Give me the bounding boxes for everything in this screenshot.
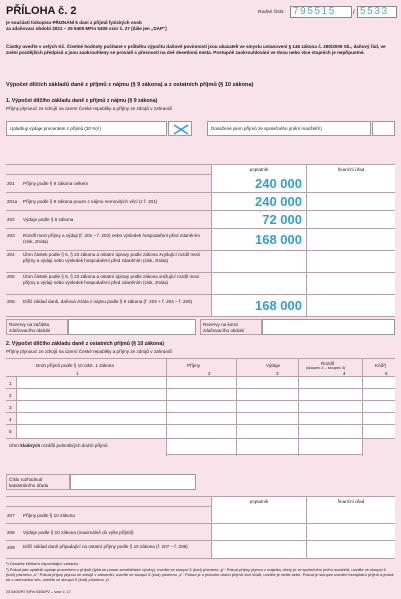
grid-line (362, 359, 363, 456)
section1-heading: 1. Výpočet dílčího základu daně z příjmů z nájmu (§ 9 zákona) (6, 98, 158, 104)
row-description: Příjmy podle § 9 zákona celkem (21, 175, 211, 192)
section1-subheading: Příjmy plynoucí ze zdrojů na území České republiky a příjmy ze zdrojů v zahraničí (6, 106, 173, 111)
grid-line (6, 376, 395, 377)
col-poplatnik: poplatník (211, 497, 306, 507)
row-value-financni-urad[interactable] (306, 229, 395, 250)
row-value-poplatnik[interactable] (211, 507, 306, 523)
rodne-cislo-label: Rodné číslo: (258, 10, 285, 15)
col-kod-header: Kód²) (375, 363, 387, 368)
col-poplatnik: poplatník (211, 165, 306, 175)
row-value-financni-urad[interactable] (306, 175, 395, 192)
table-row (6, 541, 395, 559)
rezervy-start-label: Rezervy na začátku zdaňovacího období (6, 319, 68, 335)
col-prijmy-header: Příjmy (187, 363, 201, 368)
row-description: Výdaje podle § 9 zákona (21, 211, 211, 228)
grid-line (16, 376, 17, 438)
uhrn-label (9, 443, 108, 449)
row-number: 208 (7, 530, 15, 535)
row-value-financni-urad[interactable] (306, 273, 395, 294)
grid-line (6, 438, 395, 439)
row-number: 201a (7, 199, 18, 204)
expense-option-label: Uplatňuji výdaje procentem z příjmů (30 %)¹) (6, 121, 167, 136)
table-row (6, 175, 395, 193)
row-number: 203 (7, 233, 15, 238)
col-financni-urad: finanční úřad (306, 165, 395, 175)
row-value-financni-urad[interactable] (306, 251, 395, 272)
row-number: 4 (9, 417, 12, 422)
rezervy-end-field[interactable] (262, 319, 395, 335)
grid-line (166, 359, 167, 456)
row-value-financni-urad[interactable] (306, 295, 395, 316)
row-number: 207 (7, 513, 15, 518)
uhrn-suffix: rozdílů jednotlivých druhů příjmů (40, 443, 108, 448)
rodne-cislo-slash: / (353, 10, 355, 16)
table-row (6, 211, 395, 229)
grid-line (6, 400, 395, 401)
grid-line (236, 359, 237, 456)
header-line-1: je součástí tiskopisu PŘIZNÁNÍ k dani z příjmů fyzických osob (6, 20, 142, 25)
row-value-poplatnik[interactable]: 168 000 (211, 295, 306, 316)
col-number-5: 5 (385, 371, 388, 376)
rezervy-start-field[interactable] (68, 319, 196, 335)
cislo-rozhodnuti-label: Číslo rozhodnutí katastrálního úřadu (6, 474, 70, 490)
row-value-poplatnik[interactable] (211, 273, 306, 294)
row-value-poplatnik[interactable]: 168 000 (211, 229, 306, 250)
row-value-poplatnik[interactable]: 240 000 (211, 175, 306, 192)
row-number: 204 (7, 252, 15, 257)
expense-option-checkbox[interactable] (168, 121, 192, 136)
row-value-financni-urad[interactable] (306, 524, 395, 540)
uhrn-bold: kladných (20, 443, 41, 448)
col-financni-urad: finanční úřad (306, 497, 395, 507)
row-value-poplatnik[interactable] (211, 541, 306, 558)
row-description: Příjmy podle § 9 zákona pouze z nájmu nemovitých věcí (z ř. 201) (21, 193, 211, 210)
col-druh-header: Druh příjmů podle § 10 odst. 1 zákona (36, 363, 114, 368)
joint-property-label: Dosažené jsem příjmů ze společného jmění manželů¹) (207, 121, 371, 136)
col-number-1: 1 (76, 371, 79, 376)
table-row (6, 295, 395, 317)
table-row (6, 524, 395, 541)
page-title: PŘÍLOHA č. 2 (6, 5, 77, 17)
row-number: 202 (7, 217, 15, 222)
section1-table-header (6, 164, 395, 175)
uhrn-prefix: Úhrn (9, 443, 21, 448)
row-value-poplatnik[interactable]: 72 000 (211, 211, 306, 228)
cislo-rozhodnuti-field[interactable] (70, 474, 196, 490)
row-description: Výdaje podle § 10 zákona (maximálně do výše příjmů) (21, 524, 211, 540)
row-description: Příjmy podle § 10 zákona (21, 507, 211, 523)
row-number: 3 (9, 405, 12, 410)
row-value-poplatnik[interactable] (211, 524, 306, 540)
main-heading: Výpočet dílčích základů daně z příjmů z nájmu (§ 9 zákona) a z ostatních příjmů (§ 10 zákona) (6, 82, 254, 88)
section2-lower-header (6, 496, 395, 507)
row-description: Úhrn částek podle § 5, § 23 zákona a ostatní úpravy podle zákona snižující rozdíl mezi příjmy a výdaji nebo výsledek hospodaření před zdaněním (zisk, ztráta) (21, 273, 211, 294)
footer-code: 25 5405/P2 MFin 5405/P2 – vzor č. 17 (6, 590, 71, 594)
row-description: Dílčí základ daně, daňová ztráta z nájmu podle § 9 zákona (ř. 203 + ř. 204 – ř. 205) (21, 295, 211, 316)
col-rozdil-header: Rozdíl (321, 361, 335, 366)
rodne-cislo-field-2[interactable]: 5533 (357, 6, 397, 18)
col-number-4: 4 (343, 371, 346, 376)
section2-subheading: Příjmy plynoucí ze zdrojů na území České republiky a příjmy ze zdrojů v zahraničí (6, 349, 173, 354)
section2-heading: 2. Výpočet dílčího základu daně z ostatních příjmů (§ 10 zákona) (6, 341, 164, 347)
row-number: 206 (7, 299, 15, 304)
header-subtitle (6, 20, 226, 31)
uhrn-kod-blank (362, 438, 395, 456)
table-row (6, 251, 395, 273)
grid-line (298, 359, 299, 456)
section2-table (6, 358, 395, 455)
row-description: Dílčí základ daně připadající na ostatní příjmy podle § 10 zákona (ř. 207 – ř. 208) (21, 541, 211, 558)
row-value-financni-urad[interactable] (306, 193, 395, 210)
row-value-financni-urad[interactable] (306, 507, 395, 523)
table-row (6, 507, 395, 524)
table-row (6, 229, 395, 251)
table-row (6, 193, 395, 211)
grid-line (6, 424, 395, 425)
grid-line (6, 388, 395, 389)
row-number: 5 (9, 429, 12, 434)
row-value-financni-urad[interactable] (306, 211, 395, 228)
joint-property-checkbox[interactable] (372, 121, 395, 136)
rezervy-end-label: Rezervy na konci zdaňovacího období (200, 319, 262, 335)
col-number-2: 2 (208, 371, 211, 376)
row-number: 2 (9, 393, 12, 398)
row-value-poplatnik[interactable] (211, 251, 306, 272)
footnote-1: ¹) Označte křížkem odpovídající variantu. (6, 561, 79, 566)
col-vydaje-header: Výdaje (266, 363, 281, 368)
col-number-3: 3 (276, 371, 279, 376)
row-number: 201 (7, 181, 15, 186)
x-mark-icon (169, 122, 193, 137)
row-value-poplatnik[interactable]: 240 000 (211, 193, 306, 210)
row-value-financni-urad[interactable] (306, 541, 395, 558)
table-row (6, 273, 395, 295)
col-rozdil-note: (sloupec 2 – sloupec 3) (306, 366, 346, 370)
row-number: 209 (7, 545, 15, 550)
row-description: Rozdíl mezi příjmy a výdaji (ř. 201 – ř. 202) nebo výsledek hospodaření před zdaněním (zisk, ztráta) (21, 229, 211, 250)
row-description: Úhrn částek podle § 5, § 23 zákona a ostatní úpravy podle zákona zvyšující rozdíl mezi příjmy a výdaji nebo výsledek hospodaření před zdaněním (zisk, ztráta) (21, 251, 211, 272)
row-number: 1 (9, 381, 12, 386)
footnote-2: ²) Pokud jste uplatnili výdaje procentem z příjmů (týká se pouze zemědělské výroby), uveďte ve sloupci 5 (kód) písmeno „p". Pokud příjmy plynou z majetku, který je ve společném jmění manželů, uveďte ve sloupci 5 (kód) písmeno „s". Pokud příjmy plynou ze zdrojů v zahraničí, uveďte ve sloupci 5 (kód) písmeno „z". Pokud je u jednoho druhu příjmů více kódů, uveďte je vedle sebe. Pokud je sloupec uveden bezúplatní příjem a jedná se o nemovitou věc, uveďte ve sloupci 5 (kód) písmeno „n". (6, 567, 394, 582)
intro-text: Částky uveďte v celých Kč. Číselné hodnoty počítané v průběhu výpočtu daňové povinnosti jsou ukazatelí ve smyslu ustanovení § 146 zákona č. 280/2009 Sb., daňový řád, ve znění pozdějších předpisů a jsou zaokrouhleny se provádí s přesností na dvě desetinná místa. Postupně zaokrouhlování ve dvou nebo více stupních je nepřípustné. (6, 44, 386, 55)
rodne-cislo-field-1[interactable]: 795515 (290, 6, 352, 18)
grid-line (6, 412, 395, 413)
header-line-2: za zdaňovací období 2021 – 25 5405 MFin 5405 vzor č. 27 (dále jen „DAP") (6, 25, 167, 31)
row-number: 205 (7, 274, 15, 279)
